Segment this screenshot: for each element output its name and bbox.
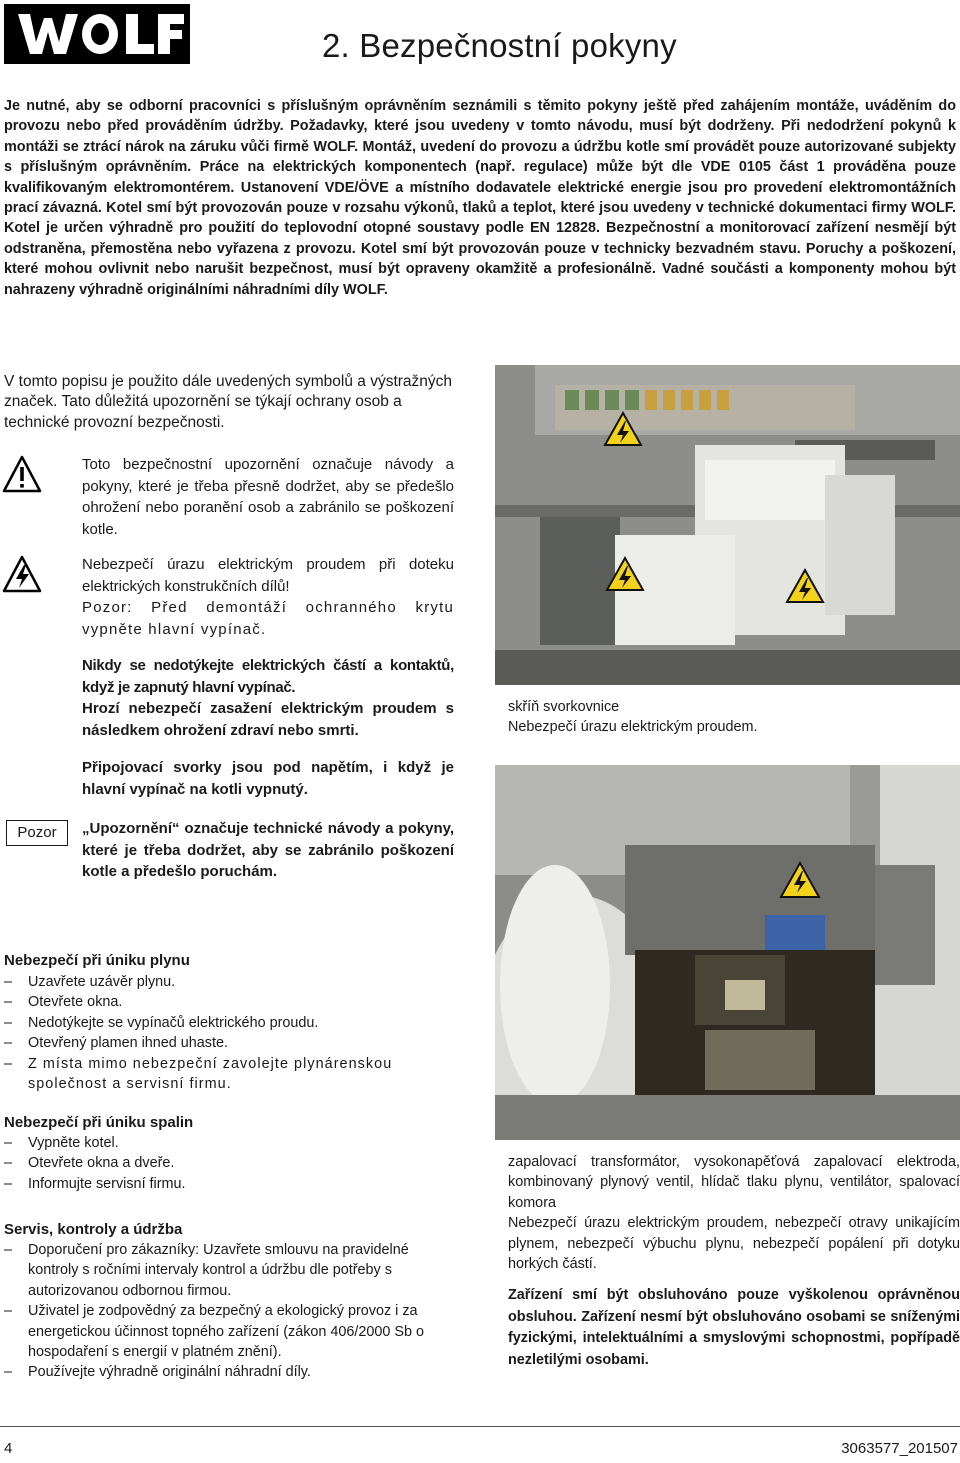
flue-leak-title: Nebezpečí při úniku spalin [4, 1114, 194, 1131]
list-item: – Z místa mimo nebezpeční zavolejte plynárenskou společnost a servisní firmu. [4, 1055, 393, 1093]
list-item: – Nedotýkejte se vypínačů elektrického proudu. [4, 1014, 319, 1031]
pozor-label-box: Pozor [6, 820, 68, 846]
list-item: – Informujte servisní firmu. [4, 1175, 186, 1192]
warning-triangle-icon [2, 455, 42, 493]
burner-caption-danger: Nebezpečí úrazu elektrickým proudem, nebezpečí otravy unikajícím plynem, nebezpečí výbuchu plynu, nebezpečí popálení při dotyku horkých částí. [508, 1215, 960, 1273]
list-item: – Uživatel je zodpovědný za bezpečný a ekologický provoz i za energetickou účinnost topného zařízení (zákon 406/2000 Sb o hospodaření s energií v platném znění). [4, 1303, 425, 1361]
list-item: – Otevřete okna a dveře. [4, 1155, 175, 1172]
service-list [4, 1240, 456, 1383]
burner-caption-operation: Zařízení smí být obsluhováno pouze vyškolenou oprávněnou obsluhou. Zařízení nesmí být obsluhováno osobami se sníženými fyzickými, intelektuálními a smyslovými schopnostmi, popřípadě nezletilými osobami. [508, 1287, 960, 1368]
footer-rule [0, 1426, 960, 1427]
electric-symbol-warning: Pozor: Před demontáží ochranného krytu vypněte hlavní vypínač. [82, 599, 454, 638]
service-title: Servis, kontroly a údržba [4, 1221, 183, 1238]
page-number: 4 [4, 1440, 13, 1457]
page-title: 2. Bezpečnostní pokyny [322, 27, 677, 64]
burner-caption [508, 1152, 960, 1371]
no-touch-danger-text: Hrozí nebezpečí zasažení elektrickým proudem s následkem ohrožení zdraví nebo smrti. [82, 700, 454, 739]
symbols-intro: V tomto popisu je použito dále uvedených symbolů a výstražných značek. Tato důležitá upozornění se týkají ochrany osob a technické provozní bezpečnosti. [4, 373, 453, 431]
burner-caption-components: zapalovací transformátor, vysokonapěťová zapalovací elektroda, kombinovaný plynový ventil, hlídač tlaku plynu, ventilátor, spalovací komora [508, 1154, 960, 1211]
document-number: 3063577_201507 [841, 1440, 958, 1457]
wolf-logo [4, 4, 190, 64]
no-touch-text: Nikdy se nedotýkejte elektrických částí a kontaktů, když je zapnutý hlavní vypínač. [82, 657, 454, 696]
terminal-caption [508, 697, 960, 738]
gas-leak-title: Nebezpečí při úniku plynu [4, 952, 190, 969]
burner-photo [495, 765, 960, 1140]
pozor-text: „Upozornění“ označuje technické návody a pokyny, které je třeba dodržet, aby se zabránilo poškození kotle a předešlo poruchám. [82, 820, 454, 880]
terminals-live-text: Připojovací svorky jsou pod napětím, i když je hlavní vypínač na kotli vypnutý. [82, 759, 454, 798]
intro-paragraph: Je nutné, aby se odborní pracovníci s příslušným oprávněním seznámili s těmito pokyny ještě před zahájením montáže, uváděním do provozu nebo před prováděním údržby. Požadavky, které jsou uvedeny v tomto návodu, musí být dodrženy. Při nedodržení pokynů k montáži se ztrácí nárok na záruku vůči firmě WOLF. Montáž, uvedení do provozu a údržbu kotle smí provádět pouze autorizované subjekty s příslušným oprávněním. Práce na elektrických komponentech (např. regulace) může být dle VDE 0105 část 1 prováděna pouze kvalifikovaným elektromontérem. Ustanovení VDE/ÖVE a místního dodavatele elektrické energie jsou pro provedení elektromontážních prací závazná. Kotel smí být provozován pouze v rozsahu výkonů, tlaků a teplot, které jsou uvedeny v technické dokumentaci firmy WOLF. Kotel je určen výhradně pro použití do teplovodní otopné soustavy podle EN 12828. Bezpečnostní a monitorovací zařízení nesmějí být odstraněna, přemostěna nebo vyřazena z provozu. Kotel smí být provozován pouze v technicky bezvadném stavu. Poruchy a poškození, které mohou ovlivnit nebo narušit bezpečnost, musí být opraveny okamžitě a profesionálně. Vadné součásti a komponenty mohou být nahrazeny výhradně originálními náhradními díly WOLF. [4, 98, 956, 298]
list-item: – Otevřete okna. [4, 994, 123, 1011]
electric-symbol-text: Nebezpečí úrazu elektrickým proudem při doteku elektrických konstrukčních dílů! [82, 556, 454, 595]
list-item: – Doporučení pro zákazníky: Uzavřete smlouvu na pravidelné kontroly s ročními intervaly kontrol a údržbu dle potřeby s autorizovanou odbornou firmou. [4, 1242, 409, 1299]
gas-leak-list [4, 972, 456, 1094]
list-item: – Otevřený plamen ihned uhaste. [4, 1035, 228, 1052]
flue-leak-list [4, 1133, 456, 1194]
terminal-caption-title: skříň svorkovnice [508, 699, 620, 715]
electric-symbol-block [82, 554, 454, 640]
list-item: – Uzavřete uzávěr plynu. [4, 974, 176, 990]
terminal-box-photo [495, 365, 960, 685]
list-item: – Vypněte kotel. [4, 1135, 119, 1151]
list-item: – Používejte výhradně originální náhradní díly. [4, 1364, 311, 1381]
no-touch-block [82, 655, 454, 741]
electric-hazard-icon [2, 555, 42, 593]
terminal-caption-warning: Nebezpečí úrazu elektrickým proudem. [508, 719, 758, 736]
warning-symbol-text: Toto bezpečnostní upozornění označuje návody a pokyny, které je třeba přesně dodržet, aby se předešlo ohrožení nebo poranění osob a zabránilo se poškození kotle. [82, 456, 454, 538]
